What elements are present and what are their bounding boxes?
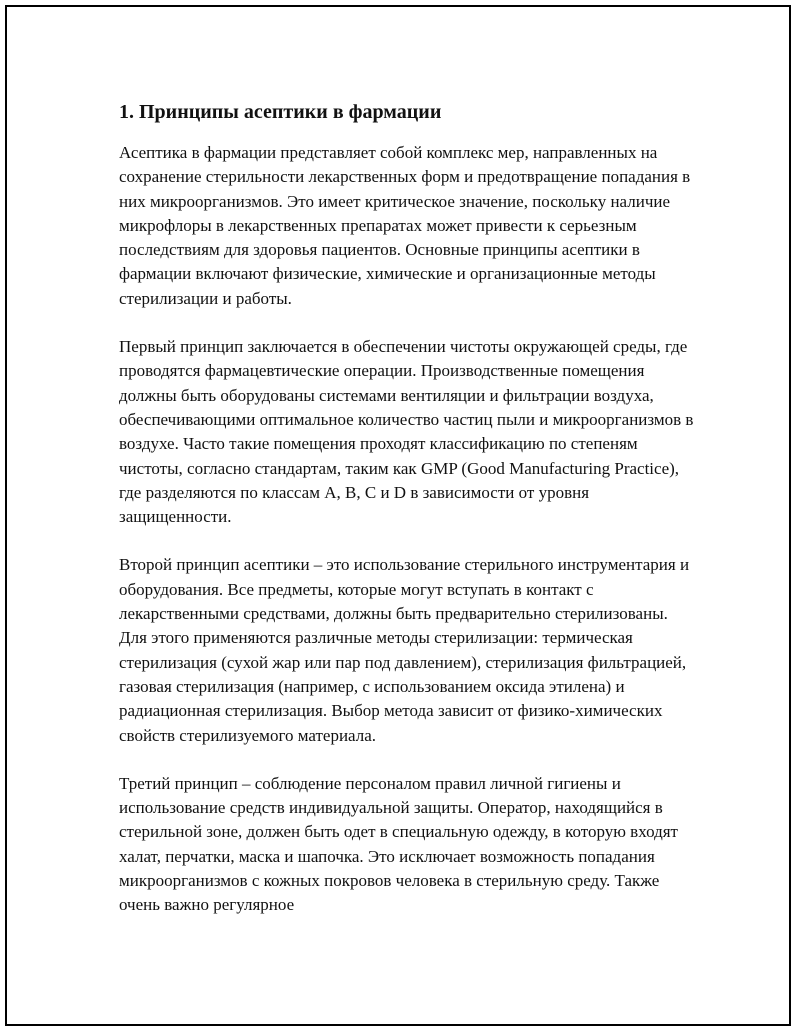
- paragraph-intro: Асептика в фармации представляет собой комплекс мер, направленных на сохранение стерильности лекарственных форм и предотвращение попадания в них микроорганизмов. Это имеет критическое значение, поскольку наличие микрофлоры в лекарственных препаратах может привести к серьезным последствиям для здоровья пациентов. Основные принципы асептики в фармации включают физические, химические и организационные методы стерилизации и работы.: [119, 143, 691, 308]
- document-page: [5, 5, 791, 1026]
- paragraph-first-principle: Первый принцип заключается в обеспечении чистоты окружающей среды, где проводятся фармацевтические операции. Производственные помещения должны быть оборудованы системами вентиляции и фильтрации воздуха, обеспечивающими оптимальное количество частиц пыли и микроорганизмов в воздухе. Часто такие помещения проходят классификацию по степеням чистоты, согласно стандартам, таким как GMP (Good Manufacturing Practice), где разделяются по классам A, B, C и D в зависимости от уровня защищенности.: [119, 337, 694, 527]
- document-content: [119, 99, 699, 942]
- paragraph-third-principle: Третий принцип – соблюдение персоналом правил личной гигиены и использование средств индивидуальной защиты. Оператор, находящийся в стерильной зоне, должен быть одет в специальную одежду, в которую входят халат, перчатки, маска и шапочка. Это исключает возможность попадания микроорганизмов с кожных покровов человека в стерильную среду. Также очень важно регулярное: [119, 773, 678, 915]
- paragraph-second-principle: Второй принцип асептики – это использование стерильного инструментария и оборудования. Все предметы, которые могут вступать в контакт с лекарственными средствами, должны быть предварительно стерилизованы. Для этого применяются различные методы стерилизации: термическая стерилизация (сухой жар или пар под давлением), стерилизация фильтрацией, газовая стерилизация (например, с использованием оксида этилена) и радиационная стерилизация. Выбор метода зависит от физико-химических свойств стерилизуемого материала.: [119, 555, 690, 745]
- section-heading: 1. Принципы асептики в фармации: [119, 101, 442, 123]
